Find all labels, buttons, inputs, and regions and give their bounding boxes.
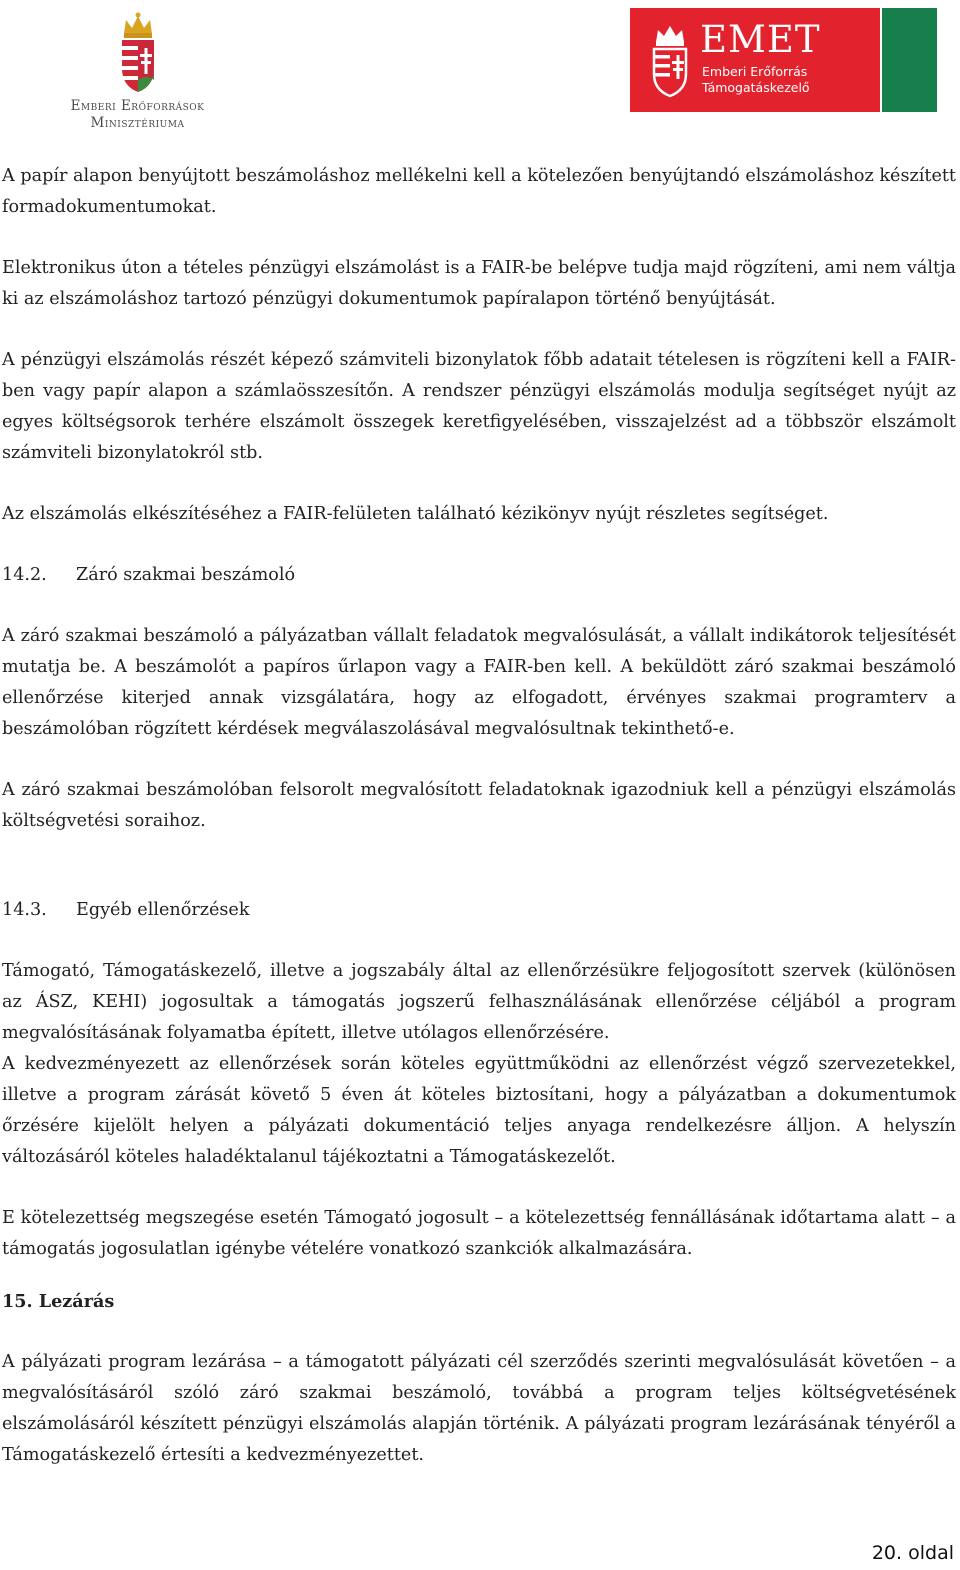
emmi-name-line1: Emberi Erőforrások	[70, 98, 205, 114]
emet-logo	[630, 8, 880, 112]
section-heading-14-3	[2, 895, 956, 926]
paragraph-closing: A pályázati program lezárása – a támogatott pályázati cél szerződés szerinti megvalósulását követően – a megvalósításáról szóló záró szakmai beszámoló, továbbá a program teljes költségvetésének elszámolásáról készített pénzügyi elszámolás alapján történik. A pályázati program lezárásának tényéről a Támogatáskezelő értesíti a kedvezményezettet.	[2, 1352, 956, 1465]
paragraph-sanctions: E kötelezettség megszegése esetén Támogató jogosult – a kötelezettség fennállásának időtartama alatt – a támogatás jogosulatlan igénybe vételére vonatkozó szankciók alkalmazására.	[2, 1208, 956, 1259]
paragraph-audit-bodies: Támogató, Támogatáskezelő, illetve a jogszabály által az ellenőrzésükre feljogosított szervek (különösen az ÁSZ, KEHI) jogosultak a támogatás jogszerű felhasználásának ellenőrzése céljából a program megvalósításának folyamatba épített, illetve utólagos ellenőrzésére.	[2, 961, 956, 1043]
emmi-name-line2: Minisztériuma	[90, 115, 185, 131]
emet-subtitle-line2: Támogatáskezelő	[702, 80, 810, 95]
page-header	[0, 0, 960, 140]
hungarian-coat-of-arms-icon	[116, 10, 160, 94]
paragraph-manual: Az elszámolás elkészítéséhez a FAIR-felületen található kézikönyv nyújt részletes segítséget.	[2, 504, 829, 524]
section-number: 14.2.	[2, 565, 47, 585]
emet-green-block	[882, 8, 937, 112]
paragraph-electronic: Elektronikus úton a tételes pénzügyi elszámolást is a FAIR-be belépve tudja majd rögzíteni, ami nem váltja ki az elszámoláshoz tartozó pénzügyi dokumentumok papíralapon történő benyújtását.	[2, 258, 956, 309]
emet-crest-icon	[650, 22, 690, 98]
paragraph-beneficiary-duties: A kedvezményezett az ellenőrzések során köteles együttműködni az ellenőrzést végző szervezetekkel, illetve a program zárását követő 5 éven át köteles biztosítani, hogy a pályázatban a dokumentumok őrzésére kijelölt helyen a pályázati dokumentáció teljes anyaga rendelkezésre álljon. A helyszín változásáról köteles haladéktalanul tájékoztatni a Támogatáskezelőt.	[2, 1054, 956, 1167]
paragraph-final-report-budget: A záró szakmai beszámolóban felsorolt megvalósított feladatoknak igazodniuk kell a pénzügyi elszámolás költségvetési soraihoz.	[2, 780, 956, 831]
section-heading-15: 15. Lezárás	[2, 1291, 115, 1312]
emmi-logo	[50, 10, 225, 130]
section-number: 14.3.	[2, 900, 47, 920]
emet-title: EMET	[700, 18, 821, 61]
page-number: 20. oldal	[871, 1542, 954, 1564]
section-title: Záró szakmai beszámoló	[76, 565, 296, 585]
document-body	[2, 161, 956, 1471]
paragraph-formdocs: A papír alapon benyújtott beszámoláshoz mellékelni kell a kötelezően benyújtandó elszámoláshoz készített formadokumentumokat.	[2, 166, 956, 217]
paragraph-final-report: A záró szakmai beszámoló a pályázatban vállalt feladatok megvalósulását, a vállalt indikátorok teljesítését mutatja be. A beszámolót a papíros űrlapon vagy a FAIR-ben kell. A beküldött záró szakmai beszámoló ellenőrzése kiterjed annak vizsgálatára, hogy az elfogadott, érvényes szakmai programterv a beszámolóban rögzített kérdések megválaszolásával megvalósultnak tekinthető-e.	[2, 626, 956, 739]
section-title: Egyéb ellenőrzések	[76, 900, 250, 920]
emet-subtitle	[702, 64, 810, 96]
section-heading-14-2	[2, 560, 956, 591]
emet-subtitle-line1: Emberi Erőforrás	[702, 64, 808, 79]
paragraph-accounting-docs: A pénzügyi elszámolás részét képező számviteli bizonylatok főbb adatait tételesen is rögzíteni kell a FAIR-ben vagy papír alapon a számlaösszesítőn. A rendszer pénzügyi elszámolás modulja segítséget nyújt az egyes költségsorok terhére elszámolt összegek keretfigyelésében, visszajelzést ad a többször elszámolt számviteli bizonylatokról stb.	[2, 350, 956, 463]
